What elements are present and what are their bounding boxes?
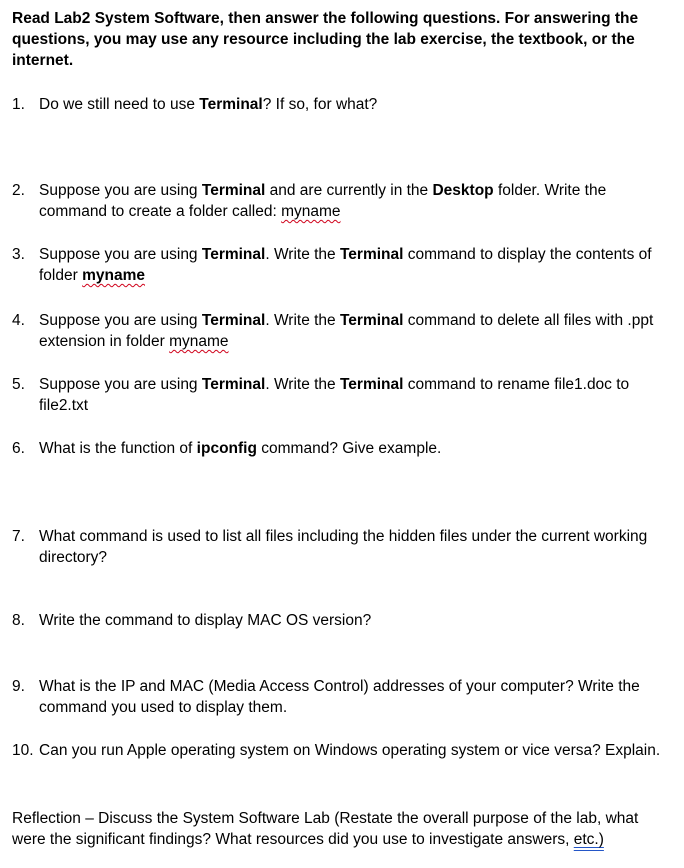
question-text: What is the function of ipconfig command? Give example. [39,440,442,457]
question-text: Do we still need to use Terminal? If so, for what? [39,96,378,113]
instructions-heading: Read Lab2 System Software, then answer the following questions. For answering the questions, you may use any resource including the lab exercise, the textbook, or the internet. [12,10,639,69]
question-text: Suppose you are using Terminal. Write the Terminal command to rename file1.doc to file2.txt [39,376,630,414]
question-3 [12,244,672,286]
folder-name: myname [281,203,341,220]
question-text: What is the IP and MAC (Media Access Control) addresses of your computer? Write the command you used to display them. [39,678,640,716]
question-number: 6. [12,440,25,457]
question-9 [12,676,672,718]
question-number: 8. [12,612,25,629]
question-8 [12,610,672,631]
question-text: What command is used to list all files including the hidden files under the current working directory? [39,528,648,566]
folder-name: myname [82,267,145,284]
question-5 [12,374,672,416]
question-text: Suppose you are using Terminal. Write the Terminal command to delete all files with .ppt extension in folder myname [39,312,654,350]
question-number: 3. [12,246,25,263]
question-number: 5. [12,376,25,393]
question-10 [12,740,672,761]
question-text: Can you run Apple operating system on Windows operating system or vice versa? Explain. [39,742,661,759]
question-7 [12,526,672,568]
question-1 [12,94,672,115]
question-6 [12,438,672,459]
question-number: 10. [12,742,34,759]
question-number: 4. [12,312,25,329]
folder-name: myname [169,333,229,350]
question-number: 7. [12,528,25,545]
question-2 [12,180,672,222]
reflection-paragraph: Reflection – Discuss the System Software Lab (Restate the overall purpose of the lab, what were the significant findings? What resources did you use to investigate answers, etc.) [12,810,639,848]
question-number: 1. [12,96,25,113]
question-number: 2. [12,182,25,199]
reflection-tail: etc.) [573,831,604,848]
question-text: Suppose you are using Terminal. Write the Terminal command to display the contents of folder myname [39,246,652,284]
question-number: 9. [12,678,25,695]
question-text: Write the command to display MAC OS version? [39,612,372,629]
question-text: Suppose you are using Terminal and are currently in the Desktop folder. Write the command to create a folder called: myname [39,182,607,220]
question-4 [12,310,672,352]
